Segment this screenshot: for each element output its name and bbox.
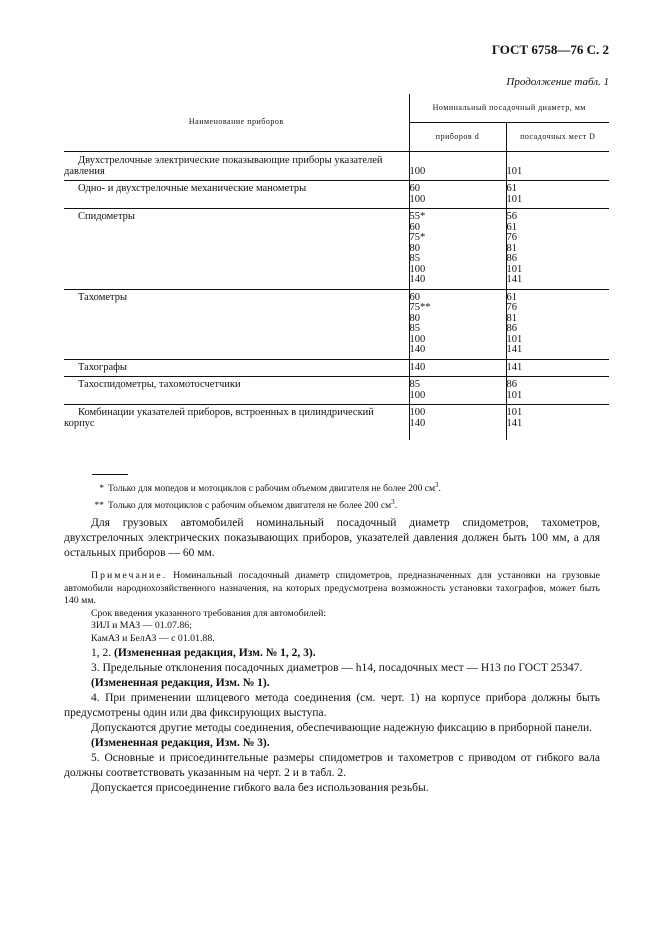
diameter-value: 85 [409,379,420,390]
table-body [64,152,609,441]
row-seat-diameter [506,377,609,405]
diameter-value: 60 [409,183,420,194]
diameter-value: 76 [506,232,517,243]
table-spacer-row [64,432,609,440]
paragraph-5-extra: Допускается присоединение гибкого вала без использования резьбы. [91,782,429,794]
paragraph-1-2: 1, 2. (Измененная редакция, Изм. № 1, 2, 3). [91,647,316,659]
diameter-value: 56 [506,211,517,222]
note-paragraph: Примечание. Номинальный посадочный диаметр спидометров, предназначенных для установки на грузовые автомобили народнохозяйственного назначения, на которых предусмотрена возможность установки тахографов, может быть 140 мм. [64,570,600,606]
row-device-diameter [409,377,506,405]
row-name: Тахометры [64,289,409,359]
table-row [64,152,609,181]
diameter-value: 100 [409,333,426,345]
header-diameter-group: Номинальный посадочный диаметр, мм [409,94,609,123]
diameter-value: 100 [409,193,426,205]
diameter-value: 86 [506,323,517,334]
paragraph-4-extra: Допускаются другие методы соединения, обеспечивающие надежную фиксацию в приборной панели. [91,722,593,734]
diameter-value: 140 [409,274,426,285]
row-device-diameter [409,405,506,433]
diameter-value: 60 [409,221,420,233]
diameter-value: 81 [506,242,517,254]
table-row [64,209,609,290]
diameter-value: 81 [506,312,517,324]
row-seat-diameter [506,152,609,181]
diameter-value: 60 [409,291,420,303]
diameter-value: 100 [409,263,426,275]
note-label: Примечание. [91,570,168,581]
footnote-2: ** Только для мотоциклов с рабочим объемом двигателя не более 200 $см^3$. [94,498,398,512]
diameter-value: 86 [506,379,517,390]
diameter-value: 55* [409,211,426,222]
note-line: Срок введения указанного требования для автомобилей: [91,607,327,619]
table-row [64,359,609,377]
diameter-value: 85 [409,323,420,334]
paragraph-trucks [64,516,600,561]
diameter-value: 75** [409,302,431,313]
paragraph-3: 3. Предельные отклонения посадочных диаметров — h14, посадочных мест — Н13 по ГОСТ 25347. [91,662,583,674]
note-line: ЗИЛ и МАЗ — 01.07.86; [91,620,192,631]
row-device-diameter [409,209,506,290]
section-paragraphs [64,646,600,796]
row-name: Двухстрелочные электрические показывающие приборы указателей давления [64,152,409,181]
diameter-value: 61 [506,183,517,194]
diameter-value: 101 [506,165,523,177]
diameter-value: 100 [409,407,426,418]
paragraph-5: 5. Основные и присоединительные размеры спидометров и тахометров с приводом от гибкого вала должны соответствовать указанным на черт. 2 и в табл. 2. [64,752,600,779]
diameter-value: 140 [409,417,426,429]
footnote-1: * Только для мопедов и мотоциклов с рабочим объемом двигателя не более 200 $см^3$. [99,481,441,495]
row-name: Одно- и двухстрелочные механические манометры [64,181,409,209]
note-line: КамАЗ и БелАЗ — с 01.01.88. [91,632,215,644]
edition-note: (Измененная редакция, Изм. № 3). [91,737,270,749]
diameter-value: 101 [506,333,523,345]
table-row [64,181,609,209]
diameter-value: 141 [506,344,523,355]
diameter-value: 61 [506,221,517,233]
header-D: посадочных мест D [506,123,609,152]
diameter-value: 85 [409,253,420,264]
table-row [64,405,609,433]
diameter-value: 80 [409,312,420,324]
row-name: Спидометры [64,209,409,290]
diameter-value: 101 [506,389,523,401]
diameter-value: 140 [409,361,426,373]
diameter-value: 141 [506,361,523,373]
row-seat-diameter [506,181,609,209]
edition-note: (Измененная редакция, Изм. № 1). [91,677,270,689]
row-device-diameter [409,289,506,359]
row-name: Тахоспидометры, тахомотосчетчики [64,377,409,405]
row-name: Тахографы [64,359,409,377]
diameter-value: 76 [506,302,517,313]
diameter-value: 141 [506,417,523,429]
row-device-diameter [409,152,506,181]
diameter-value: 141 [506,274,523,285]
page-header: ГОСТ 6758—76 С. 2 [491,42,609,57]
row-seat-diameter [506,209,609,290]
diameter-value: 80 [409,242,420,254]
row-seat-diameter [506,289,609,359]
row-name: Комбинации указателей приборов, встроенных в цилиндрический корпус [64,405,409,433]
paragraph-text: Для грузовых автомобилей номинальный посадочный диаметр спидометров, тахометров, двухстрелочных электрических показывающих приборов, указателей давления должен быть 100 мм, а для остальных приборов — 60 мм. [64,517,600,559]
header-d: приборов d [409,123,506,152]
row-seat-diameter [506,405,609,433]
table-row [64,377,609,405]
diameter-value: 101 [506,193,523,205]
footnote-rule [92,474,128,475]
row-device-diameter [409,181,506,209]
diameter-value: 101 [506,263,523,275]
row-device-diameter [409,359,506,377]
diameter-value: 75* [409,232,426,243]
diameter-table [64,94,609,440]
diameter-value: 101 [506,407,523,418]
paragraph-4: 4. При применении шлицевого метода соединения (см. черт. 1) на корпусе прибора должны быть предусмотрены один или два фиксирующих выступа. [64,692,600,719]
footnotes [86,479,441,513]
row-seat-diameter [506,359,609,377]
diameter-value: 100 [409,389,426,401]
table-continuation-label: Продолжение табл. 1 [506,76,609,88]
diameter-value: 140 [409,344,426,355]
diameter-value: 100 [409,165,426,177]
diameter-value: 86 [506,253,517,264]
note-block [64,570,600,645]
header-name: Наименование приборов [64,94,409,152]
diameter-value: 61 [506,291,517,303]
table-row [64,289,609,359]
